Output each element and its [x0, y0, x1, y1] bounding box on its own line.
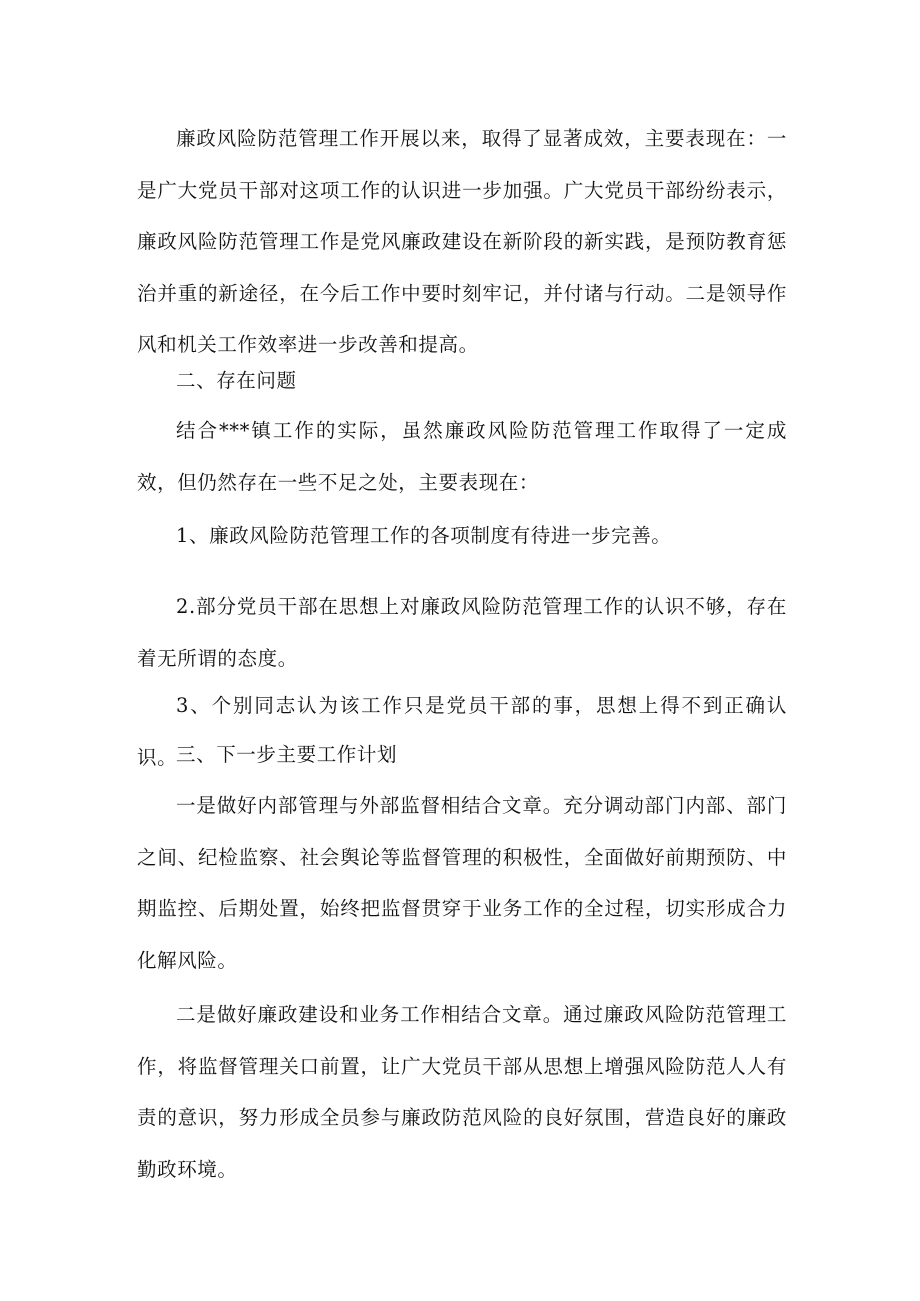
section-heading-plan: 三、下一步主要工作计划 [176, 743, 398, 766]
paragraph-achievements: 廉政风险防范管理工作开展以来，取得了显著成效，主要表现在：一是广大党员干部对这项工作的认识进一步加强。广大党员干部纷纷表示，廉政风险防范管理工作是党风廉政建设在新阶段的新实践，是预防教育惩治并重的新途径，在今后工作中要时刻牢记，并付诸与行动。二是领导作风和机关工作效率进一步改善和提高。 [137, 127, 787, 356]
section-heading-problems: 二、存在问题 [176, 369, 297, 392]
list-item-problem-2: 2.部分党员干部在思想上对廉政风险防范管理工作的认识不够，存在着无所谓的态度。 [137, 595, 787, 670]
list-item-problem-3: 3、个别同志认为该工作只是党员干部的事，思想上得不到正确认识。 [137, 694, 787, 769]
list-item-problem-1: 1、廉政风险防范管理工作的各项制度有待进一步完善。 [176, 524, 672, 547]
paragraph-plan-1: 一是做好内部管理与外部监督相结合文章。充分调动部门内部、部门之间、纪检监察、社会舆论等监督管理的积极性，全面做好前期预防、中期监控、后期处置，始终把监督贯穿于业务工作的全过程，切实形成合力化解风险。 [137, 794, 787, 972]
paragraph-plan-2: 二是做好廉政建设和业务工作相结合文章。通过廉政风险防范管理工作，将监督管理关口前置，让广大党员干部从思想上增强风险防范人人有责的意识，努力形成全员参与廉政防范风险的良好氛围，营造良好的廉政勤政环境。 [137, 1003, 787, 1181]
paragraph-problems-intro: 结合***镇工作的实际，虽然廉政风险防范管理工作取得了一定成效，但仍然存在一些不足之处，主要表现在： [137, 419, 787, 494]
